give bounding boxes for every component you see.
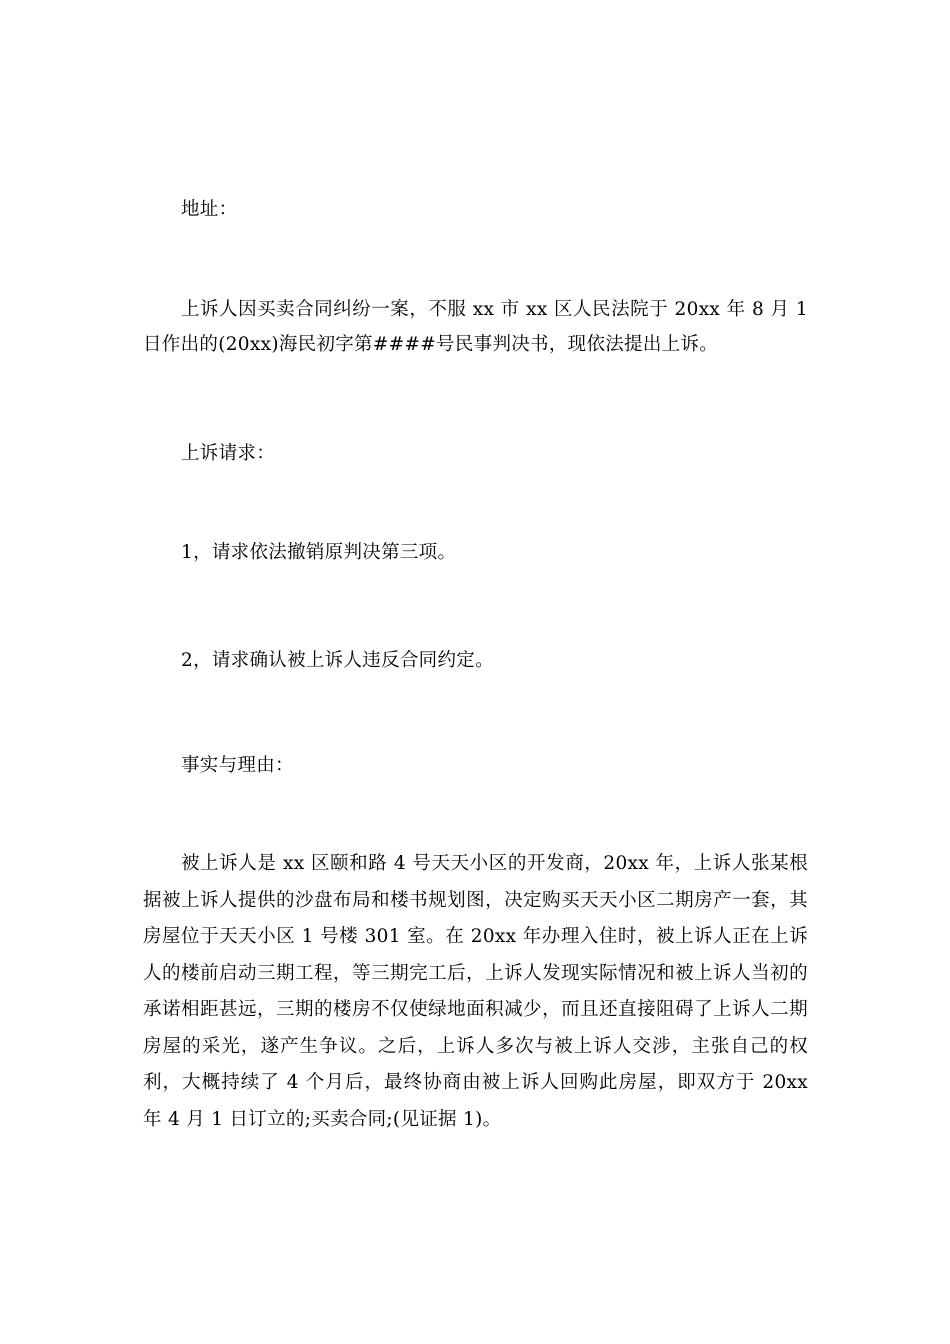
address-label: 地址：	[181, 199, 238, 220]
appeal-intro-paragraph: 上诉人因买卖合同纠纷一案，不服 xx 市 xx 区人民法院于 20xx 年 8 月 1 日作出的(20xx)海民初字第####号民事判决书，现依法提出上诉。	[143, 299, 808, 355]
facts-and-reasons-paragraph: 被上诉人是 xx 区颐和路 4 号天天小区的开发商，20xx 年，上诉人张某根据被上诉人提供的沙盘布局和楼书规划图，决定购买天天小区二期房产一套，其房屋位于天天小区 1 号楼 301 室。在 20xx 年办理入住时，被上诉人正在上诉人的楼前启动三期工程，等三期完工后，上诉人发现实际情况和被上诉人当初的承诺相距甚远，三期的楼房不仅使绿地面积减少，而且还直接阻碍了上诉人二期房屋的采光，遂产生争议。之后，上诉人多次与被上诉人交涉，主张自己的权利，大概持续了 4 个月后，最终协商由被上诉人回购此房屋，即双方于 20xx 年 4 月 1 日订立的;买卖合同;(见证据 1)。	[143, 853, 808, 1130]
appeal-requests-heading: 上诉请求：	[181, 443, 276, 464]
appeal-request-item-2: 2，请求确认被上诉人违反合同约定。	[181, 650, 494, 671]
facts-and-reasons-heading: 事实与理由：	[181, 755, 294, 776]
appeal-request-item-1: 1，请求依法撤销原判决第三项。	[181, 542, 457, 563]
